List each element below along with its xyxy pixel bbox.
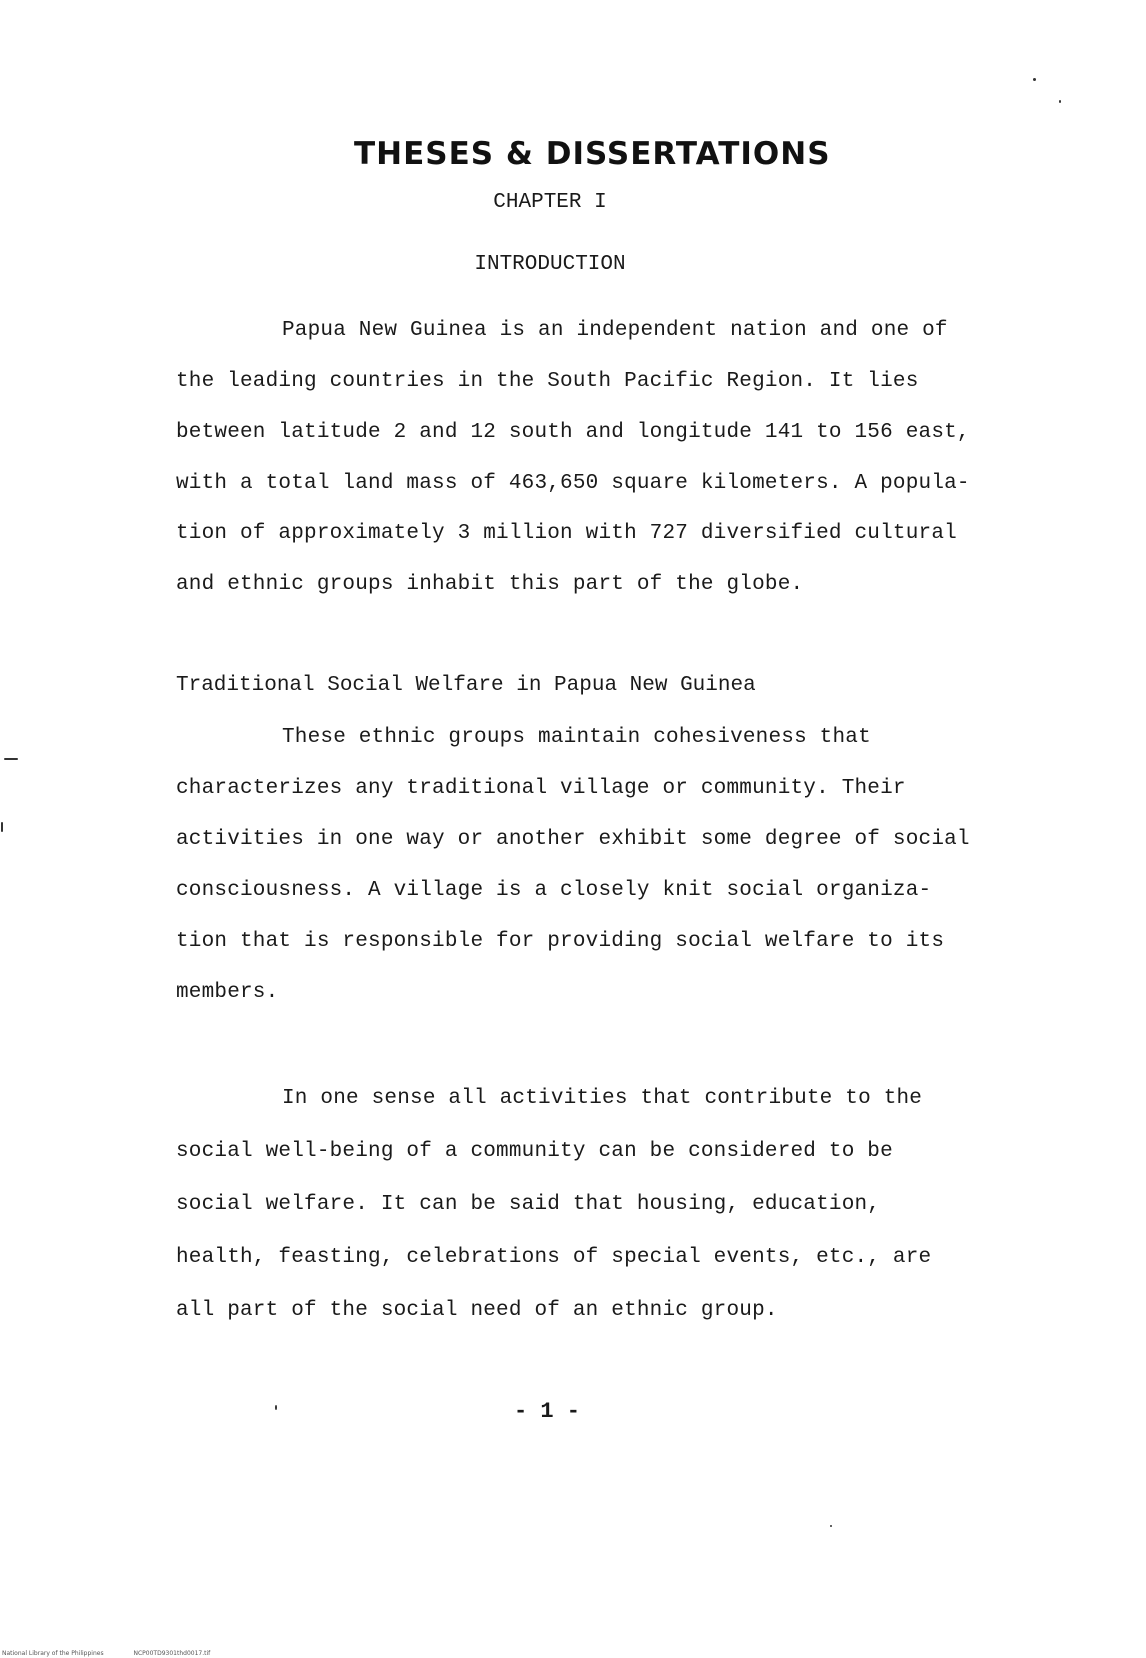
scan-footer — [2, 1650, 210, 1657]
paragraph-line: tion of approximately 3 million with 727 diversified cultural — [176, 522, 957, 545]
paragraph-line: These ethnic groups maintain cohesiveness that — [282, 726, 871, 749]
scan-mark — [4, 758, 18, 760]
page-number: - 1 - — [513, 1399, 580, 1424]
subheading: Traditional Social Welfare in Papua New Guinea — [176, 674, 756, 697]
section-heading: INTRODUCTION — [474, 253, 626, 276]
paragraph-line: and ethnic groups inhabit this part of the globe. — [176, 573, 804, 596]
footer-filename: NCP00TD9301thd0017.tif — [133, 1650, 211, 1657]
paragraph-line: with a total land mass of 463,650 square kilometers. A popula- — [176, 472, 970, 495]
scan-speck — [1033, 78, 1036, 81]
paragraph-line: all part of the social need of an ethnic group. — [176, 1299, 778, 1322]
scan-speck — [275, 1405, 277, 1410]
theses-dissertations-stamp: THESES & DISSERTATIONS — [354, 136, 831, 172]
paragraph-line: between latitude 2 and 12 south and longitude 141 to 156 east, — [176, 421, 970, 444]
scan-speck — [830, 1525, 832, 1527]
paragraph-line: the leading countries in the South Pacific Region. It lies — [176, 370, 919, 393]
paragraph-line: social well-being of a community can be considered to be — [176, 1140, 893, 1163]
paragraph-line: social welfare. It can be said that housing, education, — [176, 1193, 881, 1216]
paragraph-line: members. — [176, 981, 279, 1004]
scan-mark — [1, 822, 3, 832]
paragraph-line: In one sense all activities that contribute to the — [282, 1087, 923, 1110]
paragraph-line: tion that is responsible for providing social welfare to its — [176, 930, 945, 953]
paragraph-line: Papua New Guinea is an independent nation and one of — [282, 319, 948, 342]
footer-library: National Library of the Philippines — [2, 1650, 104, 1657]
paragraph-line: characterizes any traditional village or community. Their — [176, 777, 906, 800]
scan-speck — [1059, 100, 1061, 103]
chapter-title: CHAPTER I — [493, 191, 607, 214]
paragraph-line: consciousness. A village is a closely knit social organiza- — [176, 879, 932, 902]
paragraph-line: activities in one way or another exhibit some degree of social — [176, 828, 970, 851]
paragraph-line: health, feasting, celebrations of special events, etc., are — [176, 1246, 932, 1269]
